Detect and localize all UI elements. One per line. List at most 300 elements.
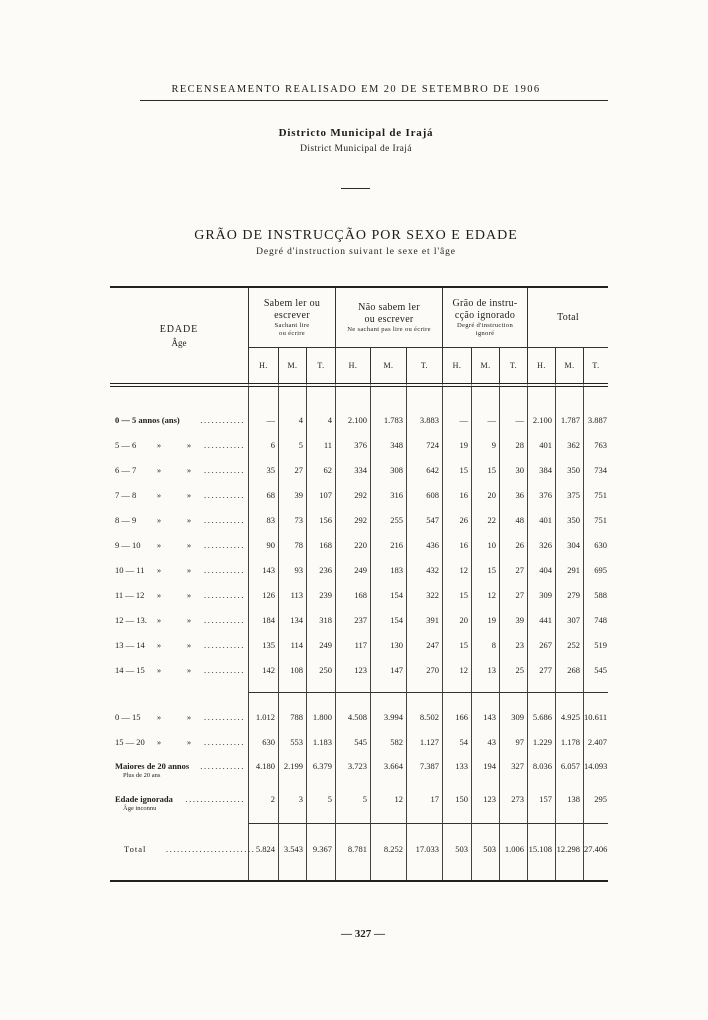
table-row: [110, 583, 608, 608]
ditto-mark: »: [186, 712, 192, 722]
total-m-cell: 252: [555, 633, 583, 658]
nao-sabem-t-cell: 391: [406, 608, 442, 633]
age-range-label: 8 — 9: [115, 515, 137, 525]
ignorado-m-cell: 123: [471, 788, 499, 821]
spacer-cell: [471, 387, 499, 408]
header-rule: [140, 100, 608, 101]
spacer-cell: [306, 693, 335, 705]
age-label-line: [115, 640, 245, 651]
ditto-mark: »: [186, 490, 192, 500]
sabem-t-cell: 156: [306, 508, 335, 533]
table-title: GRÃO DE INSTRUCÇÃO POR SEXO E EDADE: [194, 228, 518, 243]
spacer-cell: [555, 683, 583, 693]
subcolumn-header-men: H.: [248, 347, 278, 387]
total-h-cell: 404: [527, 558, 555, 583]
group-title-line: Total: [557, 311, 579, 323]
sabem-m-cell: 134: [278, 608, 306, 633]
group-title-line: cção ignorado: [454, 309, 516, 321]
age-label-cell: [110, 458, 248, 483]
sabem-t-cell: 249: [306, 633, 335, 658]
nao-sabem-m-cell: 154: [370, 608, 406, 633]
sabem-t-cell: 11: [306, 433, 335, 458]
nao-sabem-m-cell: 1.783: [370, 408, 406, 433]
age-range-label: 7 — 8: [115, 490, 137, 500]
ignorado-m-cell: 9: [471, 433, 499, 458]
ignorado-t-cell: 1.006: [499, 824, 527, 880]
nao-sabem-t-cell: 17.033: [406, 824, 442, 880]
age-label-line: [115, 712, 245, 723]
age-label-line: [115, 515, 245, 526]
total-t-cell: 545: [583, 658, 608, 683]
total-m-cell: 268: [555, 658, 583, 683]
ignorado-t-cell: 26: [499, 533, 527, 558]
age-range-label: 5 — 6: [115, 440, 137, 450]
nao-sabem-t-cell: 7.387: [406, 755, 442, 788]
nao-sabem-h-cell: 3.723: [335, 755, 370, 788]
spacer-row: [110, 693, 608, 705]
age-label-cell: [110, 483, 248, 508]
age-label-line: [115, 465, 245, 476]
sabem-h-cell: 68: [248, 483, 278, 508]
age-label-french: Âge inconnu: [123, 805, 157, 812]
ignorado-h-cell: 133: [442, 755, 471, 788]
nao-sabem-h-cell: 4.508: [335, 705, 370, 730]
age-label-line: [115, 590, 245, 601]
spacer-cell: [110, 387, 248, 408]
nao-sabem-m-cell: 582: [370, 730, 406, 755]
sabem-h-cell: 135: [248, 633, 278, 658]
spacer-cell: [527, 683, 555, 693]
table-row: [110, 730, 608, 755]
subcolumn-header-women: M.: [370, 347, 406, 387]
ignorado-t-cell: 27: [499, 583, 527, 608]
nao-sabem-m-cell: 3.664: [370, 755, 406, 788]
district-title-french: District Municipal de Irajá: [300, 144, 412, 154]
total-m-cell: 138: [555, 788, 583, 821]
nao-sabem-h-cell: 2.100: [335, 408, 370, 433]
age-label-cell: [110, 658, 248, 683]
total-t-cell: 14.093: [583, 755, 608, 788]
age-label-cell: [110, 508, 248, 533]
sabem-h-cell: 4.180: [248, 755, 278, 788]
nao-sabem-t-cell: 436: [406, 533, 442, 558]
total-t-cell: 734: [583, 458, 608, 483]
running-title: RECENSEAMENTO REALISADO EM 20 DE SETEMBRO DE 1906: [171, 84, 541, 95]
nao-sabem-h-cell: 237: [335, 608, 370, 633]
ignorado-t-cell: 39: [499, 608, 527, 633]
ditto-mark: »: [156, 490, 162, 500]
group-header-row: [110, 288, 608, 347]
sabem-h-cell: 5.824: [248, 824, 278, 880]
nao-sabem-m-cell: 3.994: [370, 705, 406, 730]
age-label-cell: [110, 583, 248, 608]
ignorado-h-cell: 16: [442, 533, 471, 558]
total-m-cell: 1.787: [555, 408, 583, 433]
nao-sabem-h-cell: 334: [335, 458, 370, 483]
spacer-cell: [306, 683, 335, 693]
total-m-cell: 362: [555, 433, 583, 458]
total-h-cell: 1.229: [527, 730, 555, 755]
table-row: [110, 824, 608, 880]
total-h-cell: 441: [527, 608, 555, 633]
ignorado-m-cell: 19: [471, 608, 499, 633]
ignorado-t-cell: 273: [499, 788, 527, 821]
dot-leader: ...........: [204, 515, 245, 525]
sabem-t-cell: 318: [306, 608, 335, 633]
subcolumn-header-total: T.: [499, 347, 527, 387]
age-label-line: [115, 565, 245, 576]
table-row: [110, 483, 608, 508]
total-h-cell: 277: [527, 658, 555, 683]
ignorado-h-cell: —: [442, 408, 471, 433]
sabem-t-cell: 168: [306, 533, 335, 558]
nao-sabem-t-cell: 432: [406, 558, 442, 583]
total-m-cell: 4.925: [555, 705, 583, 730]
page-number: — 327 —: [341, 928, 385, 940]
ditto-mark: »: [186, 515, 192, 525]
ignorado-t-cell: —: [499, 408, 527, 433]
sabem-m-cell: 93: [278, 558, 306, 583]
age-range-label: Total: [124, 844, 147, 854]
spacer-cell: [335, 387, 370, 408]
dot-leader: ...........: [204, 540, 245, 550]
dot-leader: ............: [200, 415, 245, 425]
nao-sabem-h-cell: 5: [335, 788, 370, 821]
spacer-row: [110, 683, 608, 693]
spacer-cell: [471, 683, 499, 693]
ignorado-m-cell: 15: [471, 458, 499, 483]
subcolumn-header-total: T.: [583, 347, 608, 387]
dot-leader: ...........: [204, 712, 245, 722]
spacer-cell: [527, 387, 555, 408]
sabem-h-cell: 126: [248, 583, 278, 608]
nao-sabem-h-cell: 292: [335, 508, 370, 533]
nao-sabem-m-cell: 348: [370, 433, 406, 458]
table-body: [110, 387, 608, 880]
sabem-t-cell: 107: [306, 483, 335, 508]
age-label-cell: [110, 633, 248, 658]
ignorado-h-cell: 15: [442, 633, 471, 658]
spacer-cell: [499, 683, 527, 693]
ignorado-t-cell: 23: [499, 633, 527, 658]
spacer-cell: [499, 387, 527, 408]
total-t-cell: 748: [583, 608, 608, 633]
total-h-cell: 2.100: [527, 408, 555, 433]
table-row: [110, 658, 608, 683]
age-range-label: 13 — 14: [115, 640, 145, 650]
sabem-t-cell: 250: [306, 658, 335, 683]
age-range-label: Maiores de 20 annos: [115, 761, 190, 771]
age-label-cell: [110, 608, 248, 633]
sabem-m-cell: 108: [278, 658, 306, 683]
ditto-mark: »: [156, 565, 162, 575]
table-row: [110, 558, 608, 583]
sabem-t-cell: 236: [306, 558, 335, 583]
sabem-m-cell: 78: [278, 533, 306, 558]
group-title-line: escrever: [274, 309, 310, 321]
spacer-cell: [583, 693, 608, 705]
sabem-m-cell: 788: [278, 705, 306, 730]
nao-sabem-t-cell: 3.883: [406, 408, 442, 433]
ignorado-h-cell: 19: [442, 433, 471, 458]
sabem-t-cell: 6.379: [306, 755, 335, 788]
ditto-mark: »: [186, 737, 192, 747]
spacer-cell: [370, 693, 406, 705]
age-range-label: 15 — 20: [115, 737, 145, 747]
ignorado-t-cell: 97: [499, 730, 527, 755]
nao-sabem-t-cell: 17: [406, 788, 442, 821]
group-title-line: Sabem ler ou: [263, 297, 321, 309]
ignorado-t-cell: 309: [499, 705, 527, 730]
total-m-cell: 350: [555, 508, 583, 533]
sabem-t-cell: 239: [306, 583, 335, 608]
spacer-cell: [406, 387, 442, 408]
table-row: [110, 608, 608, 633]
ditto-mark: »: [156, 440, 162, 450]
dot-leader: ...........: [204, 737, 245, 747]
subcolumn-header-women: M.: [555, 347, 583, 387]
age-label-cell: [110, 824, 256, 880]
spacer-cell: [248, 693, 278, 705]
age-label-cell: [110, 408, 248, 433]
sabem-h-cell: 2: [248, 788, 278, 821]
spacer-cell: [335, 693, 370, 705]
ignorado-m-cell: 12: [471, 583, 499, 608]
sabem-t-cell: 62: [306, 458, 335, 483]
nao-sabem-t-cell: 547: [406, 508, 442, 533]
nao-sabem-m-cell: 12: [370, 788, 406, 821]
age-range-label: 14 — 15: [115, 665, 145, 675]
dot-leader: ...........: [204, 665, 245, 675]
total-t-cell: 630: [583, 533, 608, 558]
spacer-cell: [248, 683, 278, 693]
total-t-cell: 27.406: [583, 824, 608, 880]
spacer-cell: [110, 693, 248, 705]
age-range-label: 9 — 10: [115, 540, 141, 550]
total-t-cell: 2.407: [583, 730, 608, 755]
ignorado-m-cell: 13: [471, 658, 499, 683]
age-range-label: 10 — 11: [115, 565, 145, 575]
short-divider: [341, 188, 370, 189]
age-label-line: [115, 844, 256, 855]
dot-leader: ...........: [204, 465, 245, 475]
total-t-cell: 3.887: [583, 408, 608, 433]
nao-sabem-h-cell: 8.781: [335, 824, 370, 880]
subcolumn-header-men: H.: [527, 347, 555, 387]
total-m-cell: 304: [555, 533, 583, 558]
group-title-line: ou escrever: [364, 313, 414, 325]
ditto-mark: »: [156, 665, 162, 675]
total-t-cell: 295: [583, 788, 608, 821]
group-header-literate: [248, 288, 335, 347]
sabem-m-cell: 113: [278, 583, 306, 608]
sabem-t-cell: 5: [306, 788, 335, 821]
age-label-line: [115, 615, 245, 626]
total-m-cell: 350: [555, 458, 583, 483]
ignorado-t-cell: 27: [499, 558, 527, 583]
ignorado-m-cell: 143: [471, 705, 499, 730]
ditto-mark: »: [186, 640, 192, 650]
sabem-m-cell: 39: [278, 483, 306, 508]
spacer-cell: [110, 683, 248, 693]
nao-sabem-t-cell: 322: [406, 583, 442, 608]
nao-sabem-h-cell: 168: [335, 583, 370, 608]
sabem-t-cell: 4: [306, 408, 335, 433]
age-label-line: [115, 415, 245, 426]
spacer-cell: [442, 683, 471, 693]
ignorado-h-cell: 166: [442, 705, 471, 730]
ignorado-t-cell: 28: [499, 433, 527, 458]
nao-sabem-t-cell: 1.127: [406, 730, 442, 755]
sabem-m-cell: 3: [278, 788, 306, 821]
total-m-cell: 375: [555, 483, 583, 508]
group-subtitle-line: Sachant lire: [274, 321, 310, 329]
ignorado-h-cell: 12: [442, 558, 471, 583]
spacer-cell: [248, 387, 278, 408]
nao-sabem-h-cell: 117: [335, 633, 370, 658]
sabem-h-cell: 90: [248, 533, 278, 558]
spacer-cell: [278, 693, 306, 705]
subcolumn-header-women: M.: [471, 347, 499, 387]
table-title-french: Degré d'instruction suivant le sexe et l'âge: [256, 247, 456, 257]
sabem-m-cell: 553: [278, 730, 306, 755]
nao-sabem-t-cell: 642: [406, 458, 442, 483]
sabem-h-cell: 630: [248, 730, 278, 755]
spacer-cell: [583, 387, 608, 408]
total-h-cell: 401: [527, 433, 555, 458]
ditto-mark: »: [156, 615, 162, 625]
nao-sabem-h-cell: 220: [335, 533, 370, 558]
nao-sabem-h-cell: 249: [335, 558, 370, 583]
nao-sabem-m-cell: 8.252: [370, 824, 406, 880]
age-label-line: [115, 665, 245, 676]
spacer-cell: [406, 693, 442, 705]
subcolumn-header-men: H.: [442, 347, 471, 387]
spacer-cell: [278, 683, 306, 693]
sabem-h-cell: 143: [248, 558, 278, 583]
ditto-mark: »: [156, 540, 162, 550]
total-h-cell: 15.108: [527, 824, 555, 880]
dot-leader: ........................: [166, 844, 256, 854]
sabem-h-cell: 83: [248, 508, 278, 533]
ditto-mark: »: [186, 615, 192, 625]
sabem-h-cell: —: [248, 408, 278, 433]
ditto-mark: »: [156, 640, 162, 650]
sabem-m-cell: 3.543: [278, 824, 306, 880]
total-t-cell: 751: [583, 508, 608, 533]
ignorado-h-cell: 15: [442, 458, 471, 483]
total-t-cell: 588: [583, 583, 608, 608]
ditto-mark: »: [186, 590, 192, 600]
ditto-mark: »: [186, 540, 192, 550]
ignorado-t-cell: 48: [499, 508, 527, 533]
ditto-mark: »: [186, 665, 192, 675]
group-title-line: Não sabem ler: [358, 301, 420, 313]
spacer-cell: [370, 387, 406, 408]
ignorado-h-cell: 16: [442, 483, 471, 508]
subcolumn-header-women: M.: [278, 347, 306, 387]
sabem-h-cell: 142: [248, 658, 278, 683]
age-label-cell: [110, 788, 248, 821]
ignorado-m-cell: 22: [471, 508, 499, 533]
total-h-cell: 309: [527, 583, 555, 608]
subcolumn-header-total: T.: [306, 347, 335, 387]
nao-sabem-h-cell: 123: [335, 658, 370, 683]
total-h-cell: 376: [527, 483, 555, 508]
subcolumn-header-total: T.: [406, 347, 442, 387]
spacer-cell: [370, 683, 406, 693]
age-label-line: [115, 794, 245, 805]
total-m-cell: 1.178: [555, 730, 583, 755]
dot-leader: ............: [200, 761, 245, 771]
group-header-illiterate: [335, 288, 442, 347]
age-label-line: [115, 540, 245, 551]
nao-sabem-m-cell: 183: [370, 558, 406, 583]
group-header-total: [527, 288, 608, 347]
table-row: [110, 788, 608, 821]
age-label-french: Plus de 20 ans: [123, 772, 161, 779]
age-range-label: 11 — 12: [115, 590, 145, 600]
dot-leader: ................: [185, 794, 245, 804]
total-h-cell: 157: [527, 788, 555, 821]
ignorado-h-cell: 15: [442, 583, 471, 608]
age-label-cell: [110, 755, 248, 788]
sabem-t-cell: 9.367: [306, 824, 335, 880]
table-row: [110, 755, 608, 788]
nao-sabem-t-cell: 724: [406, 433, 442, 458]
nao-sabem-m-cell: 308: [370, 458, 406, 483]
total-m-cell: 291: [555, 558, 583, 583]
sabem-m-cell: 73: [278, 508, 306, 533]
sabem-h-cell: 6: [248, 433, 278, 458]
total-h-cell: 267: [527, 633, 555, 658]
ditto-mark: »: [156, 590, 162, 600]
sabem-m-cell: 2.199: [278, 755, 306, 788]
ignorado-m-cell: —: [471, 408, 499, 433]
spacer-cell: [278, 387, 306, 408]
ignorado-h-cell: 503: [442, 824, 471, 880]
total-h-cell: 384: [527, 458, 555, 483]
district-title: Districto Municipal de Irajá: [278, 127, 434, 139]
dot-leader: ...........: [204, 440, 245, 450]
ditto-mark: »: [186, 565, 192, 575]
ignorado-h-cell: 12: [442, 658, 471, 683]
total-m-cell: 6.057: [555, 755, 583, 788]
dot-leader: ...........: [204, 615, 245, 625]
age-label-line: [115, 737, 245, 748]
ditto-mark: »: [156, 737, 162, 747]
ditto-mark: »: [156, 712, 162, 722]
nao-sabem-h-cell: 376: [335, 433, 370, 458]
total-h-cell: 326: [527, 533, 555, 558]
total-t-cell: 695: [583, 558, 608, 583]
nao-sabem-t-cell: 270: [406, 658, 442, 683]
group-subtitle-line: ignoré: [475, 329, 495, 337]
sabem-h-cell: 1.012: [248, 705, 278, 730]
table-row: [110, 633, 608, 658]
ignorado-m-cell: 20: [471, 483, 499, 508]
sabem-h-cell: 35: [248, 458, 278, 483]
table-row: [110, 705, 608, 730]
spacer-cell: [335, 683, 370, 693]
table-row: [110, 508, 608, 533]
ignorado-t-cell: 36: [499, 483, 527, 508]
age-header-label-french: Âge: [171, 337, 187, 348]
sabem-t-cell: 1.183: [306, 730, 335, 755]
ditto-mark: »: [186, 465, 192, 475]
spacer-cell: [555, 387, 583, 408]
ignorado-m-cell: 194: [471, 755, 499, 788]
